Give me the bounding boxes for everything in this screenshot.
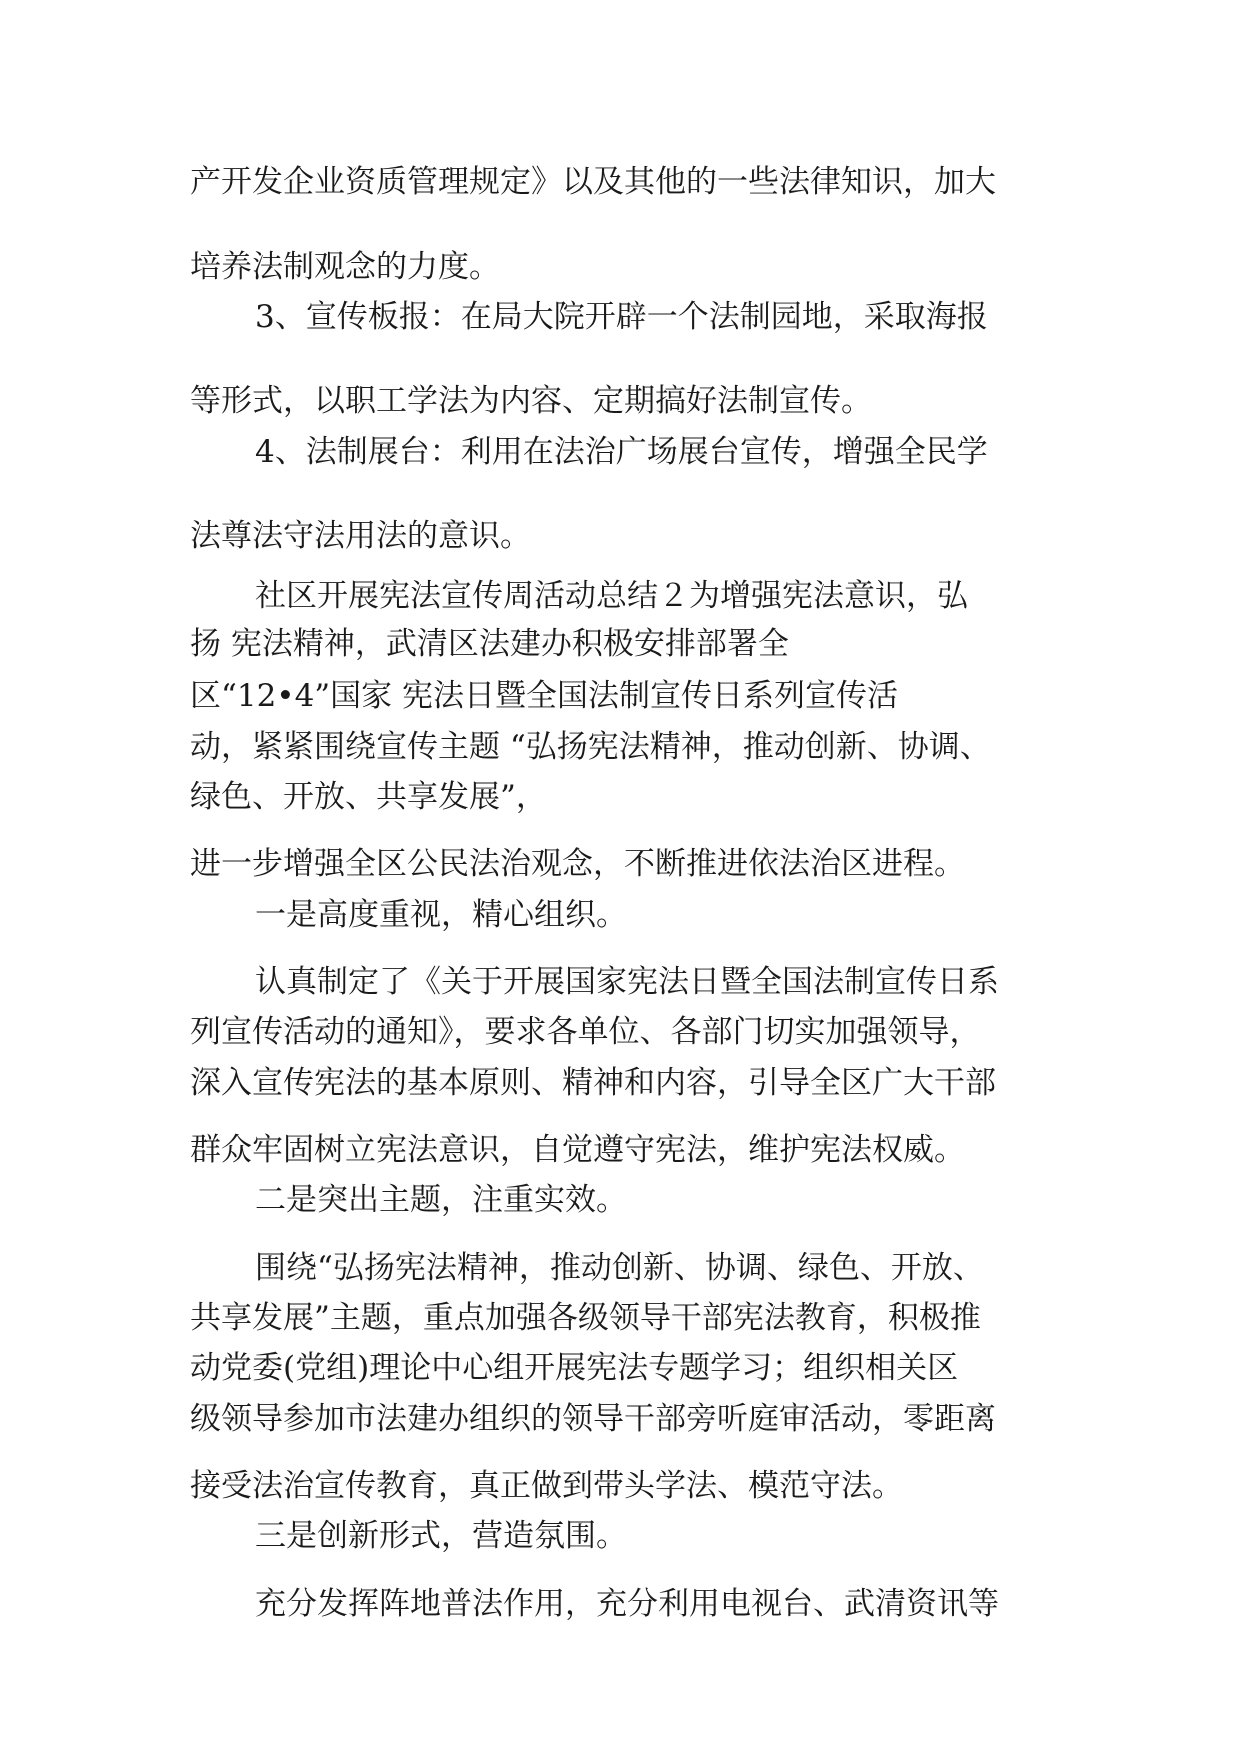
text-line: 产开发企业资质管理规定》以及其他的一些法律知识，加大	[190, 164, 996, 200]
text-line: 4、法制展台：利用在法治广场展台宣传，增强全民学	[255, 434, 988, 470]
text-line: 围绕“弘扬宪法精神，推动创新、协调、绿色、开放、	[255, 1250, 984, 1286]
text-line: 社区开展宪法宣传周活动总结２为增强宪法意识，弘	[255, 578, 968, 614]
text-line: 认真制定了《关于开展国家宪法日暨全国法制宣传日系	[255, 964, 999, 1000]
text-line: 深入宣传宪法的基本原则、精神和内容，引导全区广大干部	[190, 1065, 996, 1101]
text-line: 一是高度重视，精心组织。	[255, 897, 627, 933]
text-line: 共享发展”主题，重点加强各级领导干部宪法教育，积极推	[190, 1300, 981, 1336]
text-line: 充分发挥阵地普法作用，充分利用电视台、武清资讯等	[255, 1586, 999, 1622]
text-line: 绿色、开放、共享发展”，	[190, 779, 547, 815]
text-line: 培养法制观念的力度。	[190, 249, 500, 285]
text-line: 3、宣传板报：在局大院开辟一个法制园地，采取海报	[255, 299, 988, 335]
text-line: 列宣传活动的通知》，要求各单位、各部门切实加强领导，	[190, 1014, 981, 1050]
text-line: 三是创新形式，营造氛围。	[255, 1518, 627, 1554]
text-line: 区“12•4”国家 宪法日暨全国法制宣传日系列宣传活	[190, 678, 899, 714]
text-line: 等形式，以职工学法为内容、定期搞好法制宣传。	[190, 383, 872, 419]
text-line: 法尊法守法用法的意识。	[190, 518, 531, 554]
text-line: 二是突出主题，注重实效。	[255, 1182, 627, 1218]
text-line: 接受法治宣传教育，真正做到带头学法、模范守法。	[190, 1468, 903, 1504]
text-line: 级领导参加市法建办组织的领导干部旁听庭审活动，零距离	[190, 1401, 996, 1437]
text-line: 扬 宪法精神，武清区法建办积极安排部署全	[190, 626, 789, 662]
text-line: 群众牢固树立宪法意识，自觉遵守宪法，维护宪法权威。	[190, 1132, 965, 1168]
text-line: 动，紧紧围绕宣传主题 “弘扬宪法精神，推动创新、协调、	[190, 729, 991, 765]
text-line: 进一步增强全区公民法治观念，不断推进依法治区进程。	[190, 846, 965, 882]
text-line: 动党委(党组)理论中心组开展宪法专题学习；组织相关区	[190, 1350, 959, 1386]
